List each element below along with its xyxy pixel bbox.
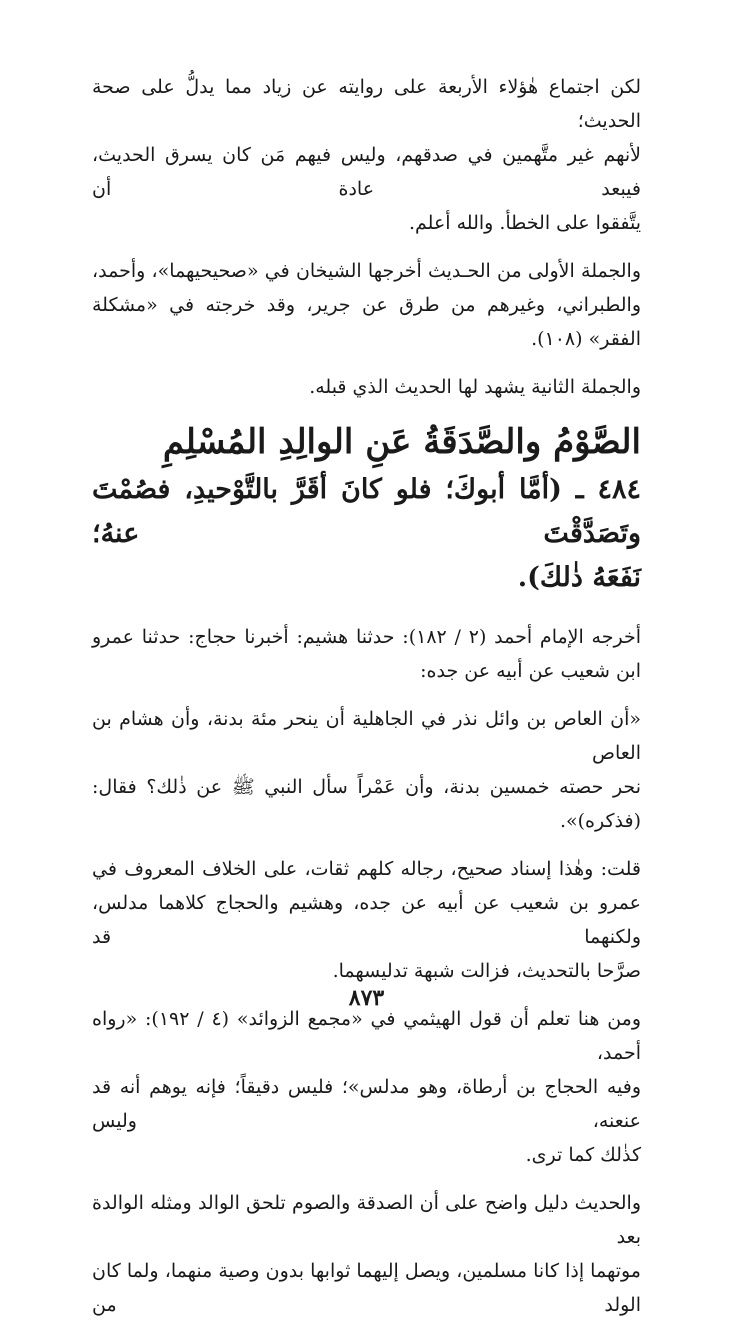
hadith-line: نَفَعَهُ ذٰلكَ).: [517, 562, 641, 593]
text-line: صرَّحا بالتحديث، فزالت شبهة تدليسهما.: [332, 960, 641, 982]
hadith-line: ٤٨٤ ـ (أمَّا أبوكَ؛ فلو كانَ أقَرَّ بالتَّوْحيدِ، فصُمْتَ وتَصَدَّقْتَ عنهُ؛: [92, 474, 641, 549]
page-body: [92, 70, 641, 1336]
text-line: وفيه الحجاج بن أرطاة، وهو مدلس»؛ فليس دقيقاً؛ فإنه يوهم أنه قد عنعنه، وليس: [92, 1076, 641, 1132]
text-line: قلت: وهٰذا إسناد صحيح، رجاله كلهم ثقات، على الخلاف المعروف في: [92, 858, 641, 880]
page-number: ٨٧٣: [348, 985, 385, 1011]
hadith-text: [92, 468, 641, 600]
text-line: نحر حصته خمسين بدنة، وأن عَمْراً سأل النبي ﷺ عن ذٰلك؟ فقال: (فذكره)».: [92, 776, 641, 832]
paragraph-takhrij: [92, 620, 641, 688]
section-heading: الصَّوْمُ والصَّدَقَةُ عَنِ الوالِدِ المُسْلِمِ: [162, 422, 641, 462]
text-line: كذٰلك كما ترى.: [525, 1144, 641, 1166]
paragraph-quotation: [92, 702, 641, 838]
paragraph-first-sentence: [92, 254, 641, 356]
text-line: والجملة الأولى من الحـديث أخرجها الشيخان في «صحيحيهما»، وأحمد،: [92, 260, 641, 282]
paragraph-haythami: [92, 1002, 641, 1172]
text-line: والحديث دليل واضح على أن الصدقة والصوم تلحق الوالد ومثله الوالدة بعد: [92, 1192, 641, 1248]
text-line: والجملة الثانية يشهد لها الحديث الذي قبله.: [309, 376, 641, 398]
text-line: يتَّفقوا على الخطأ. والله أعلم.: [408, 212, 641, 234]
text-line: لكن اجتماع هٰؤلاء الأربعة على روايته عن زياد مما يدلُّ على صحة الحديث؛: [92, 76, 641, 132]
text-line: والطبراني، وغيرهم من طرق عن جرير، وقد خرجته في «مشكلة الفقر» (١٠٨).: [92, 294, 641, 350]
text-line: ابن شعيب عن أبيه عن جده:: [420, 660, 641, 682]
paragraph-second-sentence: [92, 370, 641, 404]
paragraph-grading: [92, 852, 641, 988]
text-line: أخرجه الإمام أحمد (٢ / ١٨٢): حدثنا هشيم: أخبرنا حجاج: حدثنا عمرو: [92, 626, 641, 648]
text-line: عمرو بن شعيب عن أبيه عن جده، وهشيم والحجاج كلاهما مدلس، ولكنهما قد: [92, 892, 641, 948]
text-line: ومن هنا تعلم أن قول الهيثمي في «مجمع الزوائد» (٤ / ١٩٢): «رواه أحمد،: [92, 1008, 642, 1064]
text-line: موتهما إذا كانا مسلمين، ويصل إليهما ثوابها بدون وصية منهما، ولما كان الولد من: [92, 1260, 641, 1316]
text-line: «أن العاص بن وائل نذر في الجاهلية أن ينحر مئة بدنة، وأن هشام بن العاص: [92, 708, 641, 764]
paragraph-ruling: [92, 1186, 641, 1322]
paragraph-isnad-discussion: [92, 70, 641, 240]
text-line: لأنهم غير متَّهمين في صدقهم، وليس فيهم مَن كان يسرق الحديث، فيبعد عادة أن: [92, 144, 641, 200]
